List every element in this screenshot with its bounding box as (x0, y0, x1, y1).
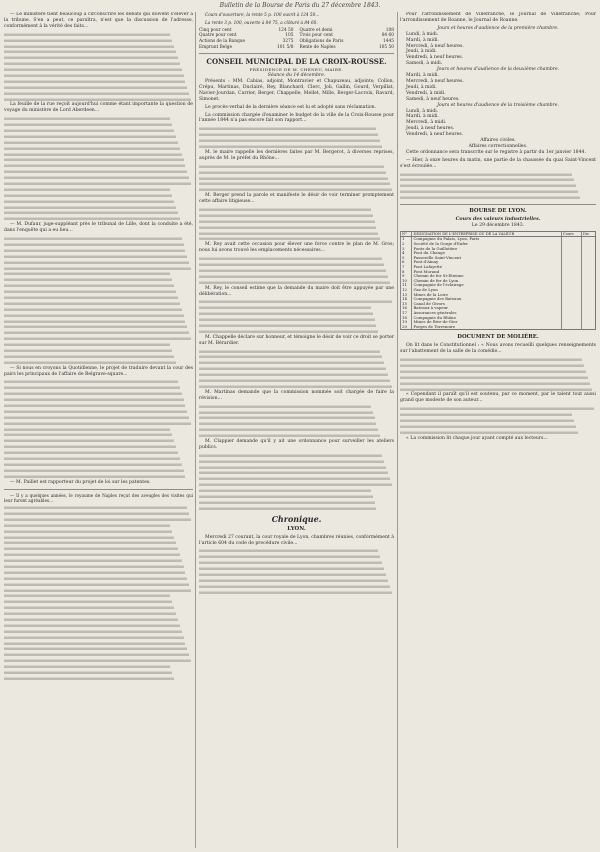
rate-row: Actions de la Banque 3275 (199, 39, 294, 44)
paragraph: M. Martinas demande que la commission nommée soit chargée de faire la révision... (199, 389, 394, 401)
paragraph: — M. Paillet est rapporteur du projet de loi sur les patentes. (10, 479, 151, 485)
table-row: 17 Assurances générales (401, 311, 596, 316)
table-row: 20 Forges de Terrenoire (401, 325, 596, 330)
schedule-item: Samedi, à neuf heures. (406, 96, 460, 102)
table-row: 7 Pont Lafayette (401, 265, 596, 270)
rates-table (199, 28, 394, 50)
section-title: CONSEIL MUNICIPAL DE LA CROIX-ROUSSE. (206, 57, 387, 67)
text-block (400, 172, 596, 201)
moliere-title: DOCUMENT DE MOLIÈRE. (457, 334, 539, 341)
affairs-label: Affaires civiles. (480, 138, 516, 144)
schedule-item: Mercredi, à midi. (406, 120, 447, 126)
schedule-item: Mercredi, à neuf heures. (406, 78, 464, 84)
text-block (199, 164, 394, 193)
col-header: Div. (581, 231, 595, 237)
table-row: 18 Compagnie du Rhône (401, 316, 596, 321)
schedule-item: Jeudi, à midi. (406, 49, 437, 55)
paragraph: « Cependant il paraît qu'il est soutenu, par ce moment, par le talent tout aussi grand que modeste de son auteur... (400, 392, 596, 404)
text-block (199, 404, 394, 439)
bourse-subtitle: Cours des valeurs industrielles. (455, 216, 541, 223)
paragraph: Présents : MM. Cabias, adjoint, Montravier et Chapuzeau, adjoints; Collon, Crépu, Martinas, Duclairé, Rey, Blanchard, Clerc, Joli, Gallin, Gourd, Verpillat, Navier-Jourdan, Carrier, Berger, Chappelle, Mellet, Mille, Berger-Lacroix, Ravard, Simonet. (199, 79, 394, 102)
schedule-item: Lundi, à midi. (406, 31, 439, 37)
paragraph: M. Clappier demande qu'il y ait une ordonnance pour surveiller les ateliers publics. (199, 438, 394, 450)
column-rule (195, 12, 196, 848)
paragraph: M. Rey, le conseil estime que la demande du maire doit être appuyée par une délibération... (199, 285, 394, 297)
col-header: N° (401, 231, 412, 237)
paragraph: Mercredi 27 courant, la cour royale de Lyon, chambres réunies, conformément à l'article 604 du code de procédure civile... (199, 534, 394, 546)
session-date: Séance du 14 décembre. (267, 73, 326, 79)
text-block (199, 299, 394, 334)
divider (199, 53, 394, 54)
market-note: La rente 3 p. 100, ouverte à 84 75, a clôturé à 84 60. (205, 19, 318, 25)
text-block (4, 236, 193, 366)
table-row: 9 Chemin de fer St-Étienne (401, 274, 596, 279)
table-row: 13 Mines de la Loire (401, 293, 596, 298)
schedule-item: Mercredi, à neuf heures. (406, 43, 464, 49)
table-row: 2 Société de la Gorge d'Enfer (401, 242, 596, 247)
bourse-date: Le 29 décembre 1843. (471, 222, 525, 228)
schedule-item: Vendredi, à neuf heures. (406, 132, 464, 138)
paragraph: Le procès-verbal de la dernière séance est lu et adopté sans réclamation. (205, 104, 377, 110)
text-block (4, 32, 193, 103)
paragraph: — Hier, à onze heures du matin, une partie de la chaussée du quai Saint-Vincent s'est écroulée... (400, 157, 596, 169)
table-row: 1 Compagnie du Palais, Lyon, Paris (401, 237, 596, 242)
text-block (199, 126, 394, 150)
footnote: — Il y a quelques années, le royaume de Naples reçut des aveugles des visites qui leur furent agréables... (4, 492, 193, 503)
table-row: 11 Compagnie de l'éclairage (401, 283, 596, 288)
text-block (4, 379, 193, 479)
table-row: 12 Gaz de Lyon (401, 288, 596, 293)
audience-heading: Jours et heures d'audience de la deuxième chambre. (436, 67, 560, 73)
table-row: 16 Bateaux à vapeur (401, 306, 596, 311)
page-header: Bulletin de la Bourse de Paris du 27 décembre 1843. (219, 2, 381, 9)
schedule-item: Mardi, à midi. (406, 73, 439, 79)
schedule-item: Vendredi, à neuf heures. (406, 55, 464, 61)
section-subtitle: PRÉSIDENCE DE M. CHENEU, MAIRE. (249, 67, 344, 73)
chronique-subtitle: LYON. (287, 525, 306, 532)
schedule-list (400, 73, 596, 103)
schedule-item: Jeudi, à midi. (406, 84, 437, 90)
paragraph: M. Rey avait cette occasion pour élever une force contre le plan de M. Gros; nous lui avons trouvé les emplacements nécessaires... (199, 242, 394, 254)
rate-row: Cinq pour cent 124 50 (199, 27, 294, 33)
table-row: 3 Ponts de la Guillotière (401, 247, 596, 252)
paragraph: La feuille de la rue reçoit aujourd'hui comme étant importante la question de voyage du ministère de Lord Aberdeen... (4, 102, 193, 114)
paragraph: M. le maire rappelle les dernières faites par M. Bergerot, à diverses reprises, auprès de M. le préfet du Rhône... (199, 149, 394, 161)
divider (400, 204, 596, 205)
audience-heading: Jours et heures d'audience de la première chambre. (437, 25, 559, 31)
chronique-title: Chronique. (271, 513, 322, 524)
schedule-list (400, 32, 596, 67)
paragraph: On lit dans le Constitutionnel : « Nous avons recueilli quelques renseignements sur l'abattement de la salle de la comédie... (400, 343, 596, 355)
bourse-table (400, 231, 596, 330)
rate-row: Trois pour cent 84 60 (299, 33, 394, 39)
text-block (199, 207, 394, 242)
rate-row: Rente de Naples 105 50 (299, 44, 394, 50)
table-row: 10 Chemin de fer de Lyon (401, 279, 596, 284)
paragraph: — Si nous en croyons la Quotidienne, le projet de traduire devant la cour des pairs les principaux de l'affaire de Belgrave-square... (4, 365, 193, 377)
audience-heading: Jours et heures d'audience de la troisième chambre. (437, 102, 559, 108)
schedule-list (400, 109, 596, 139)
table-row: 5 Passerelle Saint-Vincent (401, 256, 596, 261)
middle-column (199, 12, 394, 848)
schedule-item: Mardi, à midi. (406, 114, 439, 120)
bourse-title: BOURSE DE LYON. (469, 208, 527, 215)
schedule-item: Lundi, à midi. (406, 108, 439, 114)
col-header: DÉSIGNATION DE L'ENTREPRISE OU DE LA VALEUR (412, 231, 562, 237)
text-block (199, 548, 394, 595)
schedule-item: Mardi, à midi. (406, 37, 439, 43)
text-block (4, 116, 193, 222)
schedule-item: Vendredi, à midi. (406, 90, 446, 96)
text-block (199, 453, 394, 512)
right-column (400, 12, 596, 848)
table-row: 8 Pont Morand (401, 270, 596, 275)
table-row: 14 Compagnie des Bateaux (401, 297, 596, 302)
table-row: 15 Canal de Givors (401, 302, 596, 307)
text-block (400, 406, 596, 435)
table-row: 19 Mines de Rive-de-Gier (401, 320, 596, 325)
paragraph: « La commission lit chaque jour ayant compté aux lecteurs... (406, 435, 548, 441)
rate-row: Emprunt Belge 101 5/8 (199, 44, 294, 50)
paragraph: Cette ordonnance sera transcrite sur le registre à partir du 1er janvier 1844. (406, 149, 586, 155)
text-block (199, 349, 394, 390)
table-row: 6 Pont d'Ainay (401, 260, 596, 265)
market-note: Cours d'ouverture, la rente 5 p. 100 ouvrit à 124 50... (205, 12, 320, 17)
rate-row: Quatre pour cent 105 (199, 33, 294, 39)
left-column (4, 12, 193, 848)
column-rule (397, 12, 398, 848)
text-block (4, 505, 193, 682)
paragraph: La commission chargée d'examiner le budget de la ville de la Croix-Rousse pour l'année 1844 n'a pas encore fait son rapport... (199, 112, 394, 124)
paragraph: Pour l'arrondissement de Villefranche, le Journal de Villefranche; Pour l'arrondissement de Roanne, le Journal de Roanne. (400, 12, 596, 23)
affairs-label: Affaires correctionnelles. (468, 143, 528, 149)
rate-row: Obligations de Paris 1445 (299, 39, 394, 44)
col-header: Cours (561, 231, 581, 237)
text-block (400, 357, 596, 392)
divider (4, 489, 193, 490)
schedule-item: Jeudi, à neuf heures. (406, 126, 455, 132)
paragraph: — M. Dufaur, juge-suppléant près le tribunal de Lille, dont la conduite a été, dans l'enquête qui a eu lieu... (4, 222, 193, 234)
table-row: 4 Pont du Change (401, 251, 596, 256)
schedule-item: Samedi, à midi. (406, 61, 443, 67)
paragraph: M. Berger prend la parole et manifeste le désir de voir terminer promptement cette affaire litigieuse... (199, 193, 394, 205)
text-block (199, 256, 394, 285)
rate-row: Quatre et demi 108 (299, 27, 394, 33)
paragraph: M. Chappelle déclare sur honneur, et témoigne le désir de voir ce droit se porter sur M. Bérardier. (199, 334, 394, 346)
paragraph: — Le ministère tient beaucoup à circonscrire les débats qui doivent s'élever à la tribune. S'en a peut, ce paraîtra, n'est que la discussion de l'adresse, conformément à la vérité des faits... (4, 12, 193, 29)
